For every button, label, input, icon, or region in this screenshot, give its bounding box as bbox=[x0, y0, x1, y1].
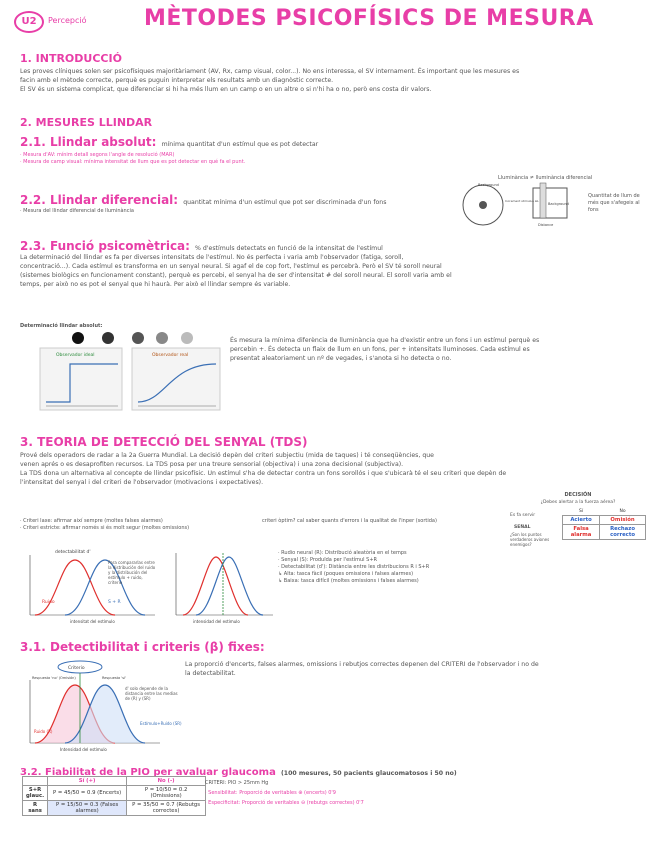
fig31-resp-si: Respuesta 'sí' bbox=[102, 676, 127, 680]
fig31-estimulo: Estímulo+Ruido (SR) bbox=[140, 721, 182, 726]
section-1-text bbox=[20, 67, 640, 94]
s22-note-1: Lluminància ≠ lluminància diferencial bbox=[498, 175, 593, 181]
s21-item-2: · Mesura de camp visual: mínima intensitat de llum que es pot detectar en qué fa el punt. bbox=[20, 159, 246, 165]
s3-text bbox=[20, 451, 640, 487]
s1-line-2: facin amb el mètode correcte, perquè es puguin interpretar els resultats amb un diagnòstic correcte. bbox=[20, 77, 334, 84]
section-2-title: 2. MESURES LLINDAR bbox=[20, 116, 153, 129]
s23-right-line-3: presentat aleatoriament un nº de vegades, i s'anota si ho detecta o no. bbox=[230, 355, 452, 362]
s22-title: 2.2. Llindar diferencial: bbox=[20, 193, 179, 207]
s23-row bbox=[20, 235, 383, 254]
s22-item: · Mesura del llindar diferencial de lluminància bbox=[20, 208, 134, 214]
pio-th-0 bbox=[23, 777, 48, 786]
dec-hit: Acierto bbox=[563, 516, 600, 525]
decision-matrix bbox=[510, 492, 646, 547]
s21-def: mínima quantitat d'un estímul que es pot detectar bbox=[161, 141, 319, 148]
pio-r1-c1: P = 45/50 = 0.9 (Encerts) bbox=[48, 786, 127, 801]
s22-note-2: Quantitat de llum de més que s'afegeix al fons bbox=[588, 193, 640, 213]
fig31-xlabel: Intensidad del estímulo bbox=[60, 747, 107, 752]
g1-note: Para compararlas entre la distribución del ruido y la distribución del estímulo + ruido, criterio bbox=[108, 560, 156, 585]
dec-yes: Sí bbox=[578, 509, 584, 514]
g2-xlabel: intensidad del estímulo bbox=[193, 619, 240, 624]
unit-subtitle: Percepció bbox=[48, 16, 87, 25]
pio-table bbox=[22, 776, 206, 816]
fig-label-mid: Increment stimulus ΔL bbox=[505, 199, 539, 203]
pio-r2-c1: P = 15/50 = 0.3 (Falses alarmes) bbox=[48, 801, 127, 816]
s21-list bbox=[20, 152, 245, 166]
s1-line-3: El SV és un sistema complicat, que diferenciar si hi ha més llum en un camp o en un altre o si n'hi ha o no, però ens costa dir valors. bbox=[20, 86, 432, 93]
section-3-title: 3. TEORIA DE DETECCIÓ DEL SENYAL (TDS) bbox=[20, 435, 308, 449]
decision-question: ¿Debes alertar a la fuerza aérea? bbox=[540, 500, 616, 505]
s1-line-1: Les proves clíniques solen ser psicofísiques majoritàriament (AV, Rx, camp visual, color...). No ens interessa, el SV internament. És important que les mesures es bbox=[20, 68, 520, 75]
def-4: ↳ Alta: tasca fàcil (poques omissions i falses alarmes) bbox=[278, 571, 414, 577]
def-5: ↳ Baixa: tasca difícil (moltes omissions i falses alarmes) bbox=[278, 578, 419, 584]
pio-th-2: No (-) bbox=[127, 777, 206, 786]
pio-th-1: Sí (+) bbox=[48, 777, 127, 786]
tds-graph-2 bbox=[168, 545, 278, 625]
pio-r1-c0: S+R glauc. bbox=[23, 786, 48, 801]
s3-line-2: venen aprés o es desaprofiten recursos. La TDS posa per una treure sensorial (objectiva) i una zona decisional (subjectiva). bbox=[20, 461, 404, 468]
dec-signal-label: SEÑAL bbox=[514, 525, 531, 530]
dec-signal-q: ¿Son los puntos verdaderos aviones enemigos? bbox=[510, 532, 550, 547]
dec-no: No bbox=[619, 509, 626, 514]
s3-criteria bbox=[20, 518, 189, 532]
criteri-estricte: · Criteri estricte: afirmar només si és molt segur (moltes omissions) bbox=[20, 525, 190, 531]
criteri-laxe: · Criteri laxe: afirmar així sempre (moltes falses alarmes) bbox=[20, 518, 163, 524]
pio-r1-c2: P = 10/50 = 0.2 (Omissions) bbox=[127, 786, 206, 801]
pio-sensibilitat: · Sensibilitat: Proporció de veritables ⊕ (encerts) 0'9 bbox=[205, 790, 336, 796]
tds-graph-1 bbox=[20, 545, 160, 625]
s23-right-line-1: És mesura la mínima diferència de lluminància que ha d'existir entre un fons i un estímul perquè es bbox=[230, 337, 540, 344]
s23-line-3: (sistemes biològics en funcionament constant), perquè es percebi, el senyal ha de ser d'intensitat # del soroll neural. El soroll varia amb el bbox=[20, 272, 452, 279]
s22-def: quantitat mínima d'un estímul que pot ser discriminada d'un fons bbox=[183, 199, 387, 206]
g1-ruido: Ruido bbox=[42, 600, 55, 605]
s21-title: 2.1. Llindar absolut: bbox=[20, 135, 157, 149]
fig-label-bottom: Distance bbox=[538, 223, 554, 227]
s23-right-line-2: percebin +. És detecta un flaix de llum en un fons, per + intensitats lluminoses. Cada estímul es bbox=[230, 346, 530, 353]
unit-badge: U2 bbox=[14, 11, 44, 33]
s32-sub: (100 mesures, 50 pacients glaucomatosos i 50 no) bbox=[280, 770, 457, 777]
s22-row bbox=[20, 189, 386, 208]
page-title: MÈTODES PSICOFÍSICS DE MESURA bbox=[144, 6, 594, 31]
s3-line-4: l'intensitat del senyal i del criteri de l'observador (motivacions i expectatives). bbox=[20, 479, 264, 486]
s32-notes bbox=[205, 780, 625, 807]
fig31-d-note: d' solo depende de la distancia entre las medias de (R) y (SR) bbox=[125, 686, 178, 701]
criteri-note: criteri òptim? cal saber quants d'errors i la qualitat de l'inper (sortida) bbox=[262, 518, 437, 524]
s23-right-text bbox=[230, 336, 640, 363]
s23-fig-title: Determinació llindar absolut: bbox=[20, 323, 103, 329]
g1-sr: S + R bbox=[108, 600, 121, 605]
s3-line-1: Prové dels operadors de radar a la 2a Guerra Mundial. La decisió depèn del criteri subjectiu (mida de taques) i té conseqüències, que bbox=[20, 452, 434, 459]
fig31-criterio: Criterio bbox=[68, 666, 85, 671]
pio-criteri: CRITERI: PIO > 25mm Hg bbox=[205, 780, 269, 786]
obs-ideal-label: Observador ideal bbox=[56, 353, 95, 358]
decision-table bbox=[562, 508, 646, 540]
s23-line-4: temps, per això no es pot el senyal que hi haurà. Per això el llindar sempre és variable. bbox=[20, 281, 291, 288]
s23-def: % d'estímuls detectats en funció de la intensitat de l'estímul bbox=[195, 245, 383, 252]
def-1: · Rudio neural (R): Distribució aleatòria en el temps bbox=[278, 550, 407, 556]
fig31-ruido: Ruido (R) bbox=[34, 729, 53, 734]
s23-line-2: concentració...). Cada estímul es transforma en un senyal neural. Si agaf el de cop fort, l'estímul es percebrà. Però el SV té soroll neural bbox=[20, 263, 442, 270]
g1-title: detectabilitat d' bbox=[55, 550, 91, 555]
s31-line-1: La proporció d'encerts, falses alarmes, omissions i rebutjos correctes depenen del CRITERI de l'observador i no de bbox=[185, 661, 539, 668]
dec-miss: Omisión bbox=[600, 516, 646, 525]
fig-label-top: Background bbox=[478, 183, 499, 187]
s3-line-3: La TDS dona un alternativa al concepte de llindar psicofísic. Un estímul s'ha de detectar contra un fons sorollós i que s'ubicarà té el seu criteri que depèn de bbox=[20, 470, 507, 477]
s3-defs bbox=[278, 550, 528, 585]
def-2: · Senyal (S): Produïda per l'estímul S+R bbox=[278, 557, 377, 563]
fig-label-right: Background bbox=[548, 202, 569, 206]
fig31-resp-no: Respuesta 'no' (Omisión) bbox=[32, 676, 76, 680]
increment-threshold-figure bbox=[458, 180, 588, 230]
s23-title: 2.3. Funció psicomètrica: bbox=[20, 239, 190, 253]
s31-line-2: la detectabilitat. bbox=[185, 670, 236, 677]
s31-text bbox=[185, 660, 645, 678]
decision-title: DECISIÓN bbox=[564, 492, 592, 498]
s32-title: 3.2. Fiabilitat de la PIO per avaluar glaucoma bbox=[20, 767, 276, 778]
def-3: · Detectabilitat (d'): Distància entre les distribucions R i S+R bbox=[278, 564, 430, 570]
dec-side-note: Es fa servir bbox=[510, 513, 536, 518]
pio-especificitat: · Especificitat: Proporció de veritables ⊖ (rebutgs correctes) 0'7 bbox=[205, 800, 364, 806]
dec-false-alarm: Falsa alarma bbox=[563, 525, 600, 540]
section-31-title: 3.1. Detectibilitat i criteris (β) fixes: bbox=[20, 640, 265, 654]
s21-row bbox=[20, 131, 318, 150]
s21-item-1: · Mesura d'AV: mínim detall segons l'angle de resolució (MAR) bbox=[20, 152, 175, 158]
s23-line-1: La determinació del llindar es fa per diverses intensitats de l'estímul. No és perfecta i varia amb l'observador (fatiga, soroll, bbox=[20, 254, 404, 261]
pio-r2-c2: P = 35/50 = 0.7 (Rebutgs correctes) bbox=[127, 801, 206, 816]
g1-xlabel: intensitat del estímulo bbox=[70, 619, 115, 624]
section-1-title: 1. INTRODUCCIÓ bbox=[20, 52, 122, 65]
dec-correct-reject: Rechazo correcto bbox=[600, 525, 646, 540]
obs-real-label: Observador real bbox=[152, 353, 189, 358]
pio-r2-c0: R sans bbox=[23, 801, 48, 816]
s23-text bbox=[20, 253, 640, 289]
psychometric-figure bbox=[30, 330, 225, 415]
criterion-figure bbox=[20, 655, 195, 755]
